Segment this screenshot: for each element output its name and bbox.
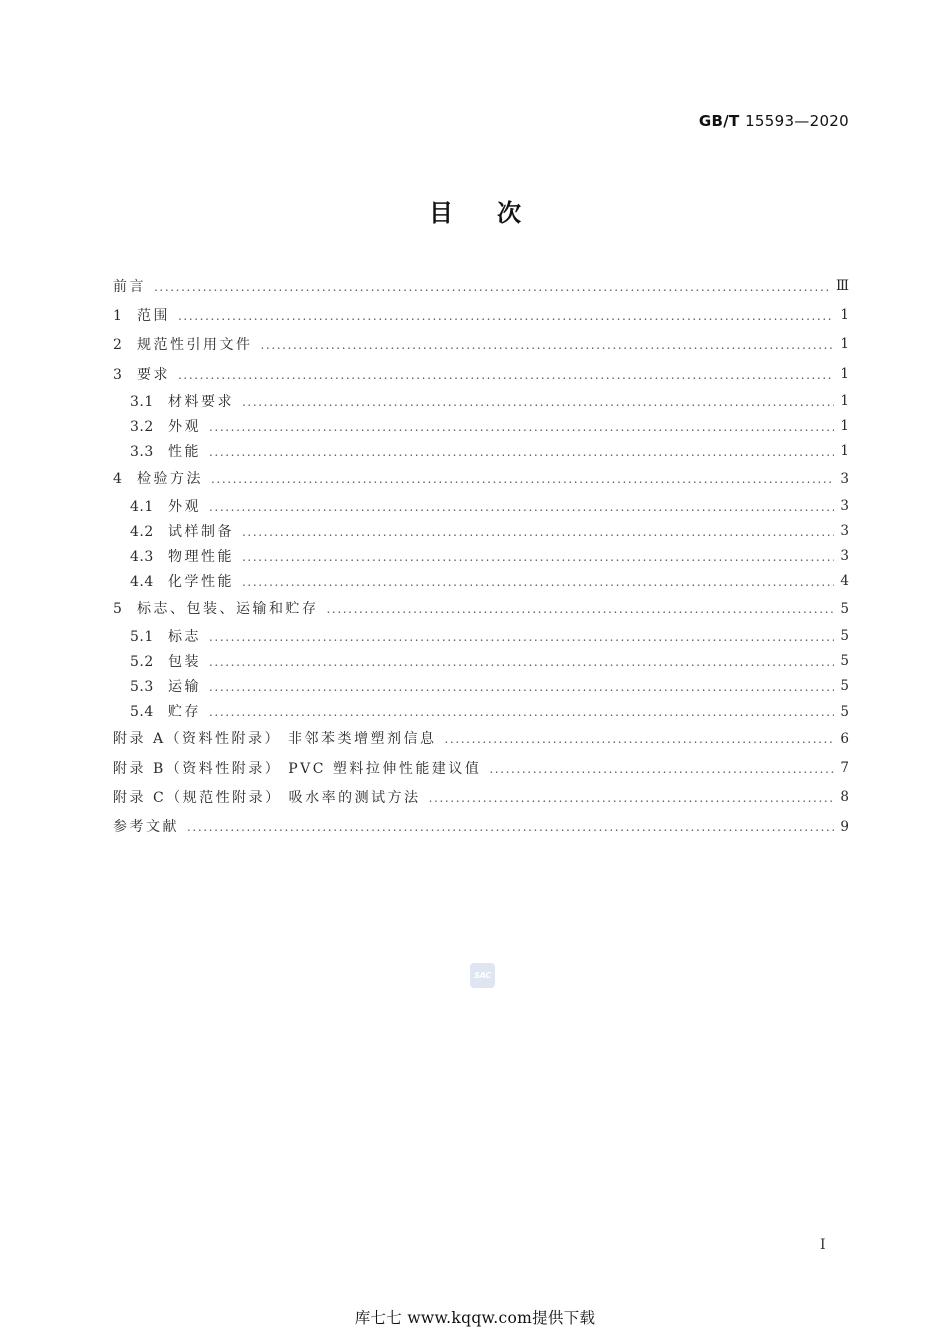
toc-page-number: 5: [840, 678, 849, 695]
toc-entry-title: 外观: [168, 418, 201, 435]
toc-leader-dots: [209, 500, 834, 514]
toc-leader-dots: [178, 309, 834, 323]
toc-section-number: 3.3: [130, 444, 154, 461]
toc-entry[interactable]: [113, 272, 849, 301]
toc-leader-dots: [209, 445, 834, 459]
toc-entry-title: 前言: [113, 278, 146, 295]
page-title: 目次: [429, 199, 565, 227]
toc-entry-title: 贮存: [168, 704, 201, 721]
toc-leader-dots: [209, 420, 834, 434]
toc-section-number: 5.2: [130, 653, 154, 670]
toc-leader-dots: [209, 630, 834, 644]
toc-page-number: 5: [840, 600, 849, 617]
toc-entry-title: 参考文献: [113, 819, 179, 836]
toc-entry[interactable]: [113, 494, 849, 519]
toc-entry[interactable]: [113, 544, 849, 569]
toc-page-number: 5: [840, 653, 849, 670]
toc-entry[interactable]: [113, 331, 849, 360]
toc-leader-dots: [261, 338, 835, 352]
toc-leader-dots: [327, 602, 835, 616]
toc-entry[interactable]: [113, 440, 849, 465]
toc-page-number: 4: [840, 573, 849, 590]
toc-section-number: 4.4: [130, 574, 154, 591]
toc-entry[interactable]: [113, 570, 849, 595]
toc-entry[interactable]: [113, 360, 849, 389]
download-footer: 库七七 www.kqqw.com提供下载: [354, 1309, 596, 1327]
toc-entry-title: 试样制备: [168, 523, 234, 540]
toc-section-number: 5: [113, 601, 123, 618]
toc-entry-title: 标志、包装、运输和贮存: [137, 601, 319, 618]
toc-section-number: 5.1: [130, 628, 154, 645]
toc-leader-dots: [178, 368, 834, 382]
toc-entry[interactable]: [113, 389, 849, 414]
toc-entry-title: 规范性引用文件: [137, 337, 253, 354]
toc-entry[interactable]: [113, 649, 849, 674]
toc-section-number: 4.1: [130, 498, 154, 515]
toc-entry[interactable]: [113, 813, 849, 842]
toc-entry-title: 外观: [168, 498, 201, 515]
toc-entry[interactable]: [113, 414, 849, 439]
toc-entry[interactable]: [113, 624, 849, 649]
toc-entry[interactable]: [113, 465, 849, 494]
toc-entry-title: 运输: [168, 679, 201, 696]
toc-entry[interactable]: [113, 754, 849, 783]
toc-entry-title: 要求: [137, 366, 170, 383]
toc-section-number: 1: [113, 307, 123, 324]
toc-entry-title: 附录 A（资料性附录） 非邻苯类增塑剂信息: [113, 731, 437, 748]
toc-entry-title: 物理性能: [168, 549, 234, 566]
toc-leader-dots: [445, 732, 834, 746]
toc-page-number: 3: [840, 497, 849, 514]
sac-logo-text: SAC: [474, 971, 491, 980]
page-number: I: [820, 1237, 826, 1253]
toc-entry-title: 检验方法: [137, 471, 203, 488]
toc-leader-dots: [489, 762, 834, 776]
toc-section-number: 3.1: [130, 393, 154, 410]
toc-section-number: 3: [113, 366, 123, 383]
toc-section-number: 3.2: [130, 418, 154, 435]
standard-prefix: GB/T: [698, 112, 740, 130]
toc-page-number: 8: [840, 789, 849, 806]
toc-leader-dots: [187, 820, 834, 834]
toc-entry-title: 范围: [137, 307, 170, 324]
toc-page-number: 3: [840, 548, 849, 565]
toc-page-number: 1: [840, 418, 849, 435]
toc-section-number: 4: [113, 471, 123, 488]
toc-entry[interactable]: [113, 519, 849, 544]
toc-section-number: 4.2: [130, 523, 154, 540]
toc-entry[interactable]: [113, 700, 849, 725]
toc-entry[interactable]: [113, 725, 849, 754]
toc-page-number: 1: [840, 307, 849, 324]
toc-leader-dots: [242, 525, 834, 539]
toc-section-number: 4.3: [130, 549, 154, 566]
toc-entry-title: 附录 B（资料性附录） PVC 塑料拉伸性能建议值: [113, 760, 482, 777]
toc-page-number: 1: [840, 336, 849, 353]
toc-page-number: 6: [840, 730, 849, 747]
toc-leader-dots: [209, 705, 834, 719]
toc-entry-title: 附录 C（规范性附录） 吸水率的测试方法: [113, 790, 421, 807]
toc-page-number: 1: [840, 365, 849, 382]
toc-entry-title: 标志: [168, 628, 201, 645]
toc-entry-title: 材料要求: [168, 393, 234, 410]
sac-logo-watermark: [470, 963, 495, 988]
toc-entry-title: 性能: [168, 444, 201, 461]
standard-code: [699, 112, 849, 130]
toc-entry[interactable]: [113, 674, 849, 699]
toc-entry[interactable]: [113, 595, 849, 624]
toc-entry[interactable]: [113, 301, 849, 330]
toc-page-number: 7: [840, 760, 849, 777]
toc-leader-dots: [242, 575, 834, 589]
toc-entry-title: 化学性能: [168, 574, 234, 591]
toc-leader-dots: [154, 280, 831, 294]
toc-page-number: 9: [840, 818, 849, 835]
standard-number: 15593—2020: [745, 112, 849, 130]
toc-page-number: 3: [840, 470, 849, 487]
toc-section-number: 5.3: [130, 679, 154, 696]
toc-entry[interactable]: [113, 783, 849, 812]
toc-entry-title: 包装: [168, 653, 201, 670]
toc-leader-dots: [242, 550, 834, 564]
toc-section-number: 2: [113, 337, 123, 354]
toc-leader-dots: [209, 680, 834, 694]
toc-page-number: Ⅲ: [835, 277, 849, 294]
toc-page-number: 1: [840, 393, 849, 410]
toc-leader-dots: [242, 395, 834, 409]
toc-leader-dots: [211, 472, 834, 486]
toc-page-number: 1: [840, 443, 849, 460]
table-of-contents: [113, 272, 849, 842]
toc-page-number: 5: [840, 703, 849, 720]
toc-section-number: 5.4: [130, 704, 154, 721]
toc-page-number: 5: [840, 627, 849, 644]
toc-leader-dots: [209, 655, 834, 669]
toc-leader-dots: [429, 791, 834, 805]
toc-page-number: 3: [840, 523, 849, 540]
